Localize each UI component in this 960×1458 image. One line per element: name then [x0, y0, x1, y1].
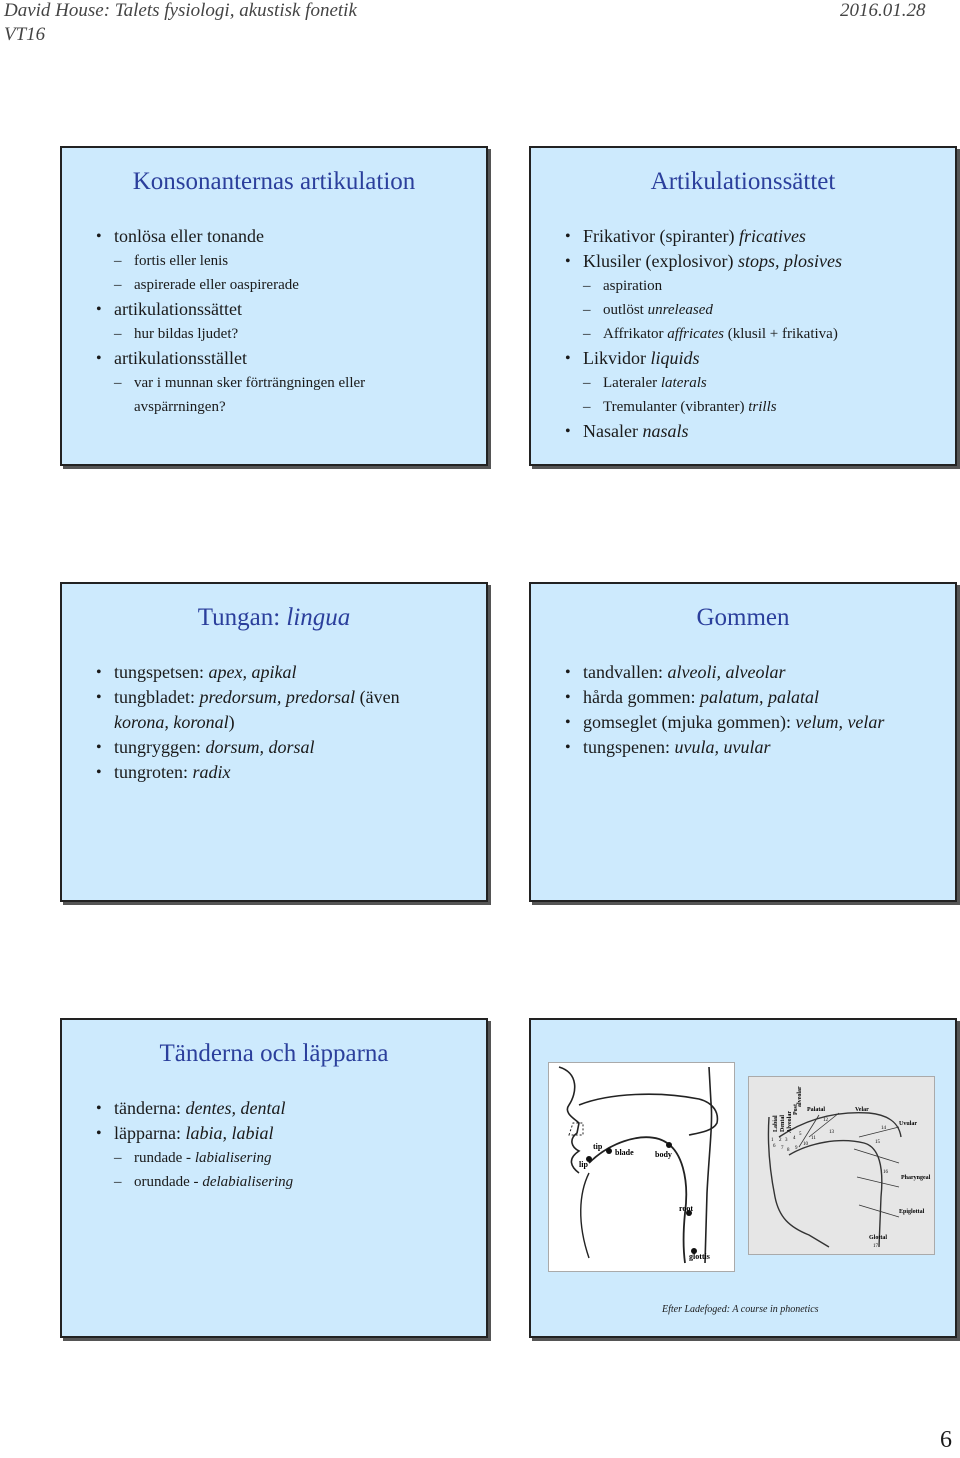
bullet-list	[94, 660, 424, 785]
bullet-list	[563, 224, 943, 444]
text-run: (klusil + frikativa)	[723, 326, 838, 342]
number-8: 8	[787, 1148, 790, 1153]
bullet-item	[94, 760, 424, 785]
label-dental: Dental	[780, 1115, 786, 1132]
vocal-tract-figure-right	[748, 1076, 935, 1255]
sub-bullet-item	[563, 274, 943, 298]
slide-title: Konsonanternas artikulation	[132, 168, 416, 195]
italic-term: radix	[192, 762, 231, 782]
label-tip: tip	[593, 1142, 603, 1151]
text-run: tungspenen:	[583, 737, 675, 757]
bullet-list	[94, 224, 394, 419]
italic-term: apex, apikal	[208, 662, 297, 682]
text-run: Nasaler	[583, 421, 643, 441]
slide-figures	[529, 1018, 957, 1338]
text-run: aspirerade eller oaspirerade	[134, 277, 299, 293]
label-root: root	[679, 1204, 694, 1213]
label-alveolar: Alveolar	[787, 1111, 793, 1133]
italic-term: uvula, uvular	[674, 737, 771, 757]
number-13: 13	[829, 1130, 834, 1135]
number-3: 3	[785, 1138, 788, 1143]
number-11: 11	[811, 1136, 816, 1141]
label-body: body	[655, 1150, 672, 1159]
italic-term: lingua	[286, 604, 351, 631]
places-of-articulation-svg	[749, 1077, 934, 1254]
sub-bullet-item	[94, 322, 394, 346]
label-post: Post	[793, 1104, 799, 1115]
slide-gommen	[529, 582, 957, 902]
bullet-item	[563, 224, 943, 249]
label-labial: Labial	[773, 1115, 779, 1132]
number-2: 2	[779, 1138, 782, 1143]
sub-bullet-item	[94, 371, 394, 419]
slide-artikulationssattet	[529, 146, 957, 466]
italic-term: nasals	[642, 421, 689, 441]
number-4: 4	[793, 1136, 796, 1141]
number-6: 6	[773, 1144, 776, 1149]
label-glottal: Glottal	[869, 1235, 887, 1241]
sub-bullet-item	[563, 371, 943, 395]
text-run: tungspetsen:	[114, 662, 209, 682]
text-run: Frikativor (spiranter)	[583, 226, 739, 246]
text-run: Tremulanter (vibranter)	[603, 399, 749, 415]
bullet-item	[94, 685, 424, 735]
slide-konsonanternas-artikulation	[60, 146, 488, 466]
label-uvular: Uvular	[899, 1121, 917, 1127]
label-lip: lip	[579, 1160, 588, 1169]
label-blade: blade	[615, 1148, 634, 1157]
text-run: artikulationsstället	[114, 348, 247, 368]
slide-title: Gommen	[696, 604, 790, 631]
number-17: 17	[873, 1244, 878, 1249]
sub-bullet-item	[94, 273, 394, 297]
label-epiglottal: Epiglottal	[899, 1209, 925, 1215]
text-run: )	[228, 712, 235, 732]
slide-tanderna-och-lapparna	[60, 1018, 488, 1338]
italic-term: labia, labial	[185, 1123, 274, 1143]
vocal-tract-figure-left	[548, 1062, 735, 1272]
label-postalveolar: alveolar	[797, 1086, 803, 1107]
header-term: VT16	[4, 24, 46, 45]
bullet-item	[563, 346, 943, 371]
number-14: 14	[881, 1126, 886, 1131]
text-run: Affrikator	[603, 326, 668, 342]
bullet-item	[563, 710, 943, 735]
text-run: hårda gommen:	[583, 687, 700, 707]
italic-term: fricatives	[738, 226, 806, 246]
text-run: tungroten:	[114, 762, 193, 782]
number-16: 16	[883, 1170, 888, 1175]
text-run: aspiration	[603, 278, 663, 294]
italic-term: korona, koronal	[114, 712, 229, 732]
italic-term: dentes, dental	[185, 1098, 286, 1118]
number-10: 10	[803, 1142, 808, 1147]
number-15: 15	[875, 1140, 880, 1145]
number-9: 9	[795, 1146, 798, 1151]
text-run: fortis eller lenis	[134, 253, 229, 269]
text-run: tänderna:	[114, 1098, 186, 1118]
italic-term: delabialisering	[202, 1174, 294, 1190]
italic-term: labialisering	[194, 1150, 272, 1166]
text-run: gomseglet (mjuka gommen):	[583, 712, 796, 732]
italic-term: predorsum, predorsal	[199, 687, 356, 707]
bullet-item	[94, 735, 424, 760]
label-velar: Velar	[855, 1107, 869, 1113]
text-run: tungbladet:	[114, 687, 200, 707]
italic-term: trills	[748, 399, 777, 415]
sub-bullet-item	[94, 1146, 424, 1170]
text-run: (även	[355, 687, 400, 707]
italic-term: liquids	[650, 348, 700, 368]
text-run: rundade -	[134, 1150, 195, 1166]
bullet-item	[94, 297, 394, 322]
bullet-item	[563, 735, 943, 760]
bullet-item	[563, 419, 943, 444]
sub-bullet-item	[563, 395, 943, 419]
text-run: läpparna:	[114, 1123, 186, 1143]
bullet-list	[94, 1096, 424, 1194]
text-run: outlöst	[603, 302, 648, 318]
number-5: 5	[799, 1132, 802, 1137]
italic-term: stops, plosives	[737, 251, 842, 271]
italic-term: alveoli, alveolar	[667, 662, 786, 682]
sub-bullet-item	[94, 1170, 424, 1194]
bullet-item	[563, 249, 943, 274]
bullet-item	[563, 685, 943, 710]
number-12: 12	[823, 1118, 828, 1123]
slide-title	[62, 604, 486, 632]
sub-bullet-item	[563, 322, 943, 346]
label-glottis: glottis	[689, 1252, 710, 1261]
text-run: tandvallen:	[583, 662, 668, 682]
bullet-item	[94, 1121, 424, 1146]
page-number: 6	[940, 1427, 952, 1453]
text-run: Likvidor	[583, 348, 651, 368]
header-date: 2016.01.28	[840, 0, 926, 21]
header-author: David House: Talets fysiologi, akustisk fonetik	[4, 0, 357, 21]
text-run: Klusiler (explosivor)	[583, 251, 738, 271]
sub-bullet-item	[563, 298, 943, 322]
italic-term: dorsum, dorsal	[205, 737, 315, 757]
italic-term: laterals	[660, 375, 707, 391]
text-run: artikulationssättet	[114, 299, 242, 319]
text-run: tungryggen:	[114, 737, 206, 757]
bullet-item	[94, 346, 394, 371]
italic-term: affricates	[667, 326, 724, 342]
italic-term: unreleased	[647, 302, 713, 318]
label-pharyngeal: Pharyngeal	[901, 1175, 931, 1181]
slide-title: Artikulationssättet	[650, 168, 836, 195]
bullet-list	[563, 660, 943, 760]
tongue-diagram-svg	[549, 1063, 734, 1271]
number-7: 7	[781, 1146, 784, 1151]
text-run: Lateraler	[603, 375, 661, 391]
italic-term: velum, velar	[795, 712, 885, 732]
text-run: orundade -	[134, 1174, 203, 1190]
slide-tungan	[60, 582, 488, 902]
slide-title: Tänderna och läpparna	[159, 1040, 389, 1067]
number-1: 1	[771, 1138, 774, 1143]
text-run: tonlösa eller tonande	[114, 226, 264, 246]
bullet-item	[94, 224, 394, 249]
bullet-item	[94, 660, 424, 685]
bullet-item	[563, 660, 943, 685]
bullet-item	[94, 1096, 424, 1121]
italic-term: palatum, palatal	[699, 687, 819, 707]
figure-caption: Efter Ladefoged: A course in phonetics	[662, 1304, 819, 1315]
text-run: var i munnan sker förträngningen eller avspärrningen?	[134, 375, 366, 415]
text-run: Tungan:	[197, 604, 287, 631]
text-run: hur bildas ljudet?	[134, 326, 239, 342]
label-palatal: Palatal	[807, 1107, 825, 1113]
sub-bullet-item	[94, 249, 394, 273]
